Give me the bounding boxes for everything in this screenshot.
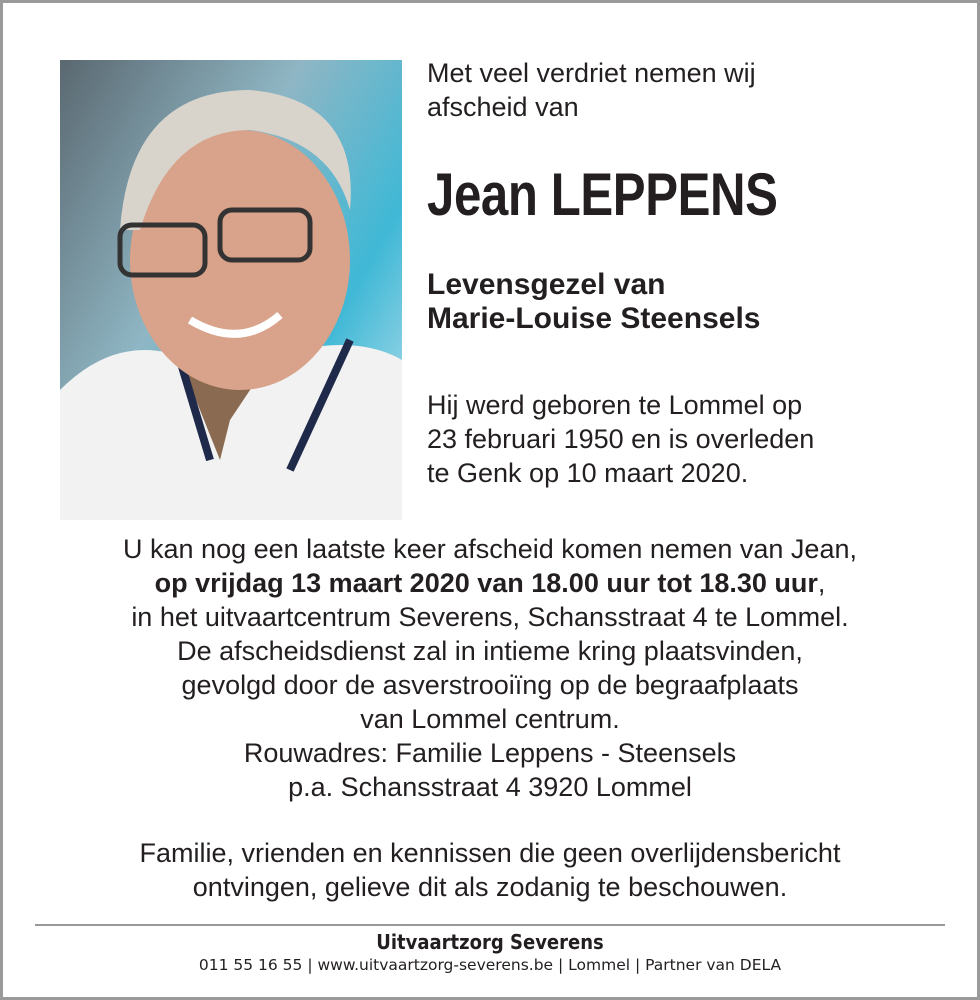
notice-line: Familie, vrienden en kennissen die geen overlijdensbericht	[139, 838, 841, 868]
address-line: Rouwadres: Familie Leppens - Steensels	[243, 738, 737, 768]
farewell-line: gevolgd door de asverstrooiïng op de begraafplaats	[181, 670, 799, 700]
footer-divider	[35, 924, 945, 926]
intro-text	[427, 56, 756, 124]
born-line: te Genk op 10 maart 2020.	[427, 458, 749, 488]
deceased-name: Jean LEPPENS	[427, 161, 778, 228]
portrait-photo	[60, 60, 402, 520]
farewell-date-line	[0, 566, 980, 600]
partner-line: Marie-Louise Steensels	[427, 302, 761, 335]
farewell-line: De afscheidsdienst zal in intieme kring plaatsvinden,	[177, 636, 803, 666]
intro-line: afscheid van	[427, 92, 579, 122]
notice-text	[0, 836, 980, 904]
partner-text	[427, 268, 760, 336]
farewell-date: op vrijdag 13 maart 2020 van 18.00 uur tot 18.30 uur	[154, 568, 818, 598]
farewell-line: van Lommel centrum.	[360, 704, 620, 734]
address-line: p.a. Schansstraat 4 3920 Lommel	[288, 772, 692, 802]
partner-line: Levensgezel van	[427, 268, 666, 301]
notice-line: ontvingen, gelieve dit als zodanig te beschouwen.	[192, 872, 788, 902]
comma: ,	[817, 568, 826, 598]
farewell-line: in het uitvaartcentrum Severens, Schansstraat 4 te Lommel.	[131, 602, 849, 632]
born-line: 23 februari 1950 en is overleden	[427, 424, 815, 454]
intro-line: Met veel verdriet nemen wij	[427, 58, 756, 88]
funeral-company-name: Uitvaartzorg Severens	[376, 930, 604, 954]
farewell-line: U kan nog een laatste keer afscheid komen nemen van Jean,	[123, 534, 857, 564]
birth-death-text	[427, 388, 814, 490]
funeral-company-info: 011 55 16 55 | www.uitvaartzorg-severens.be | Lommel | Partner van DELA	[198, 956, 782, 974]
farewell-text	[0, 532, 980, 804]
born-line: Hij werd geboren te Lommel op	[427, 390, 803, 420]
